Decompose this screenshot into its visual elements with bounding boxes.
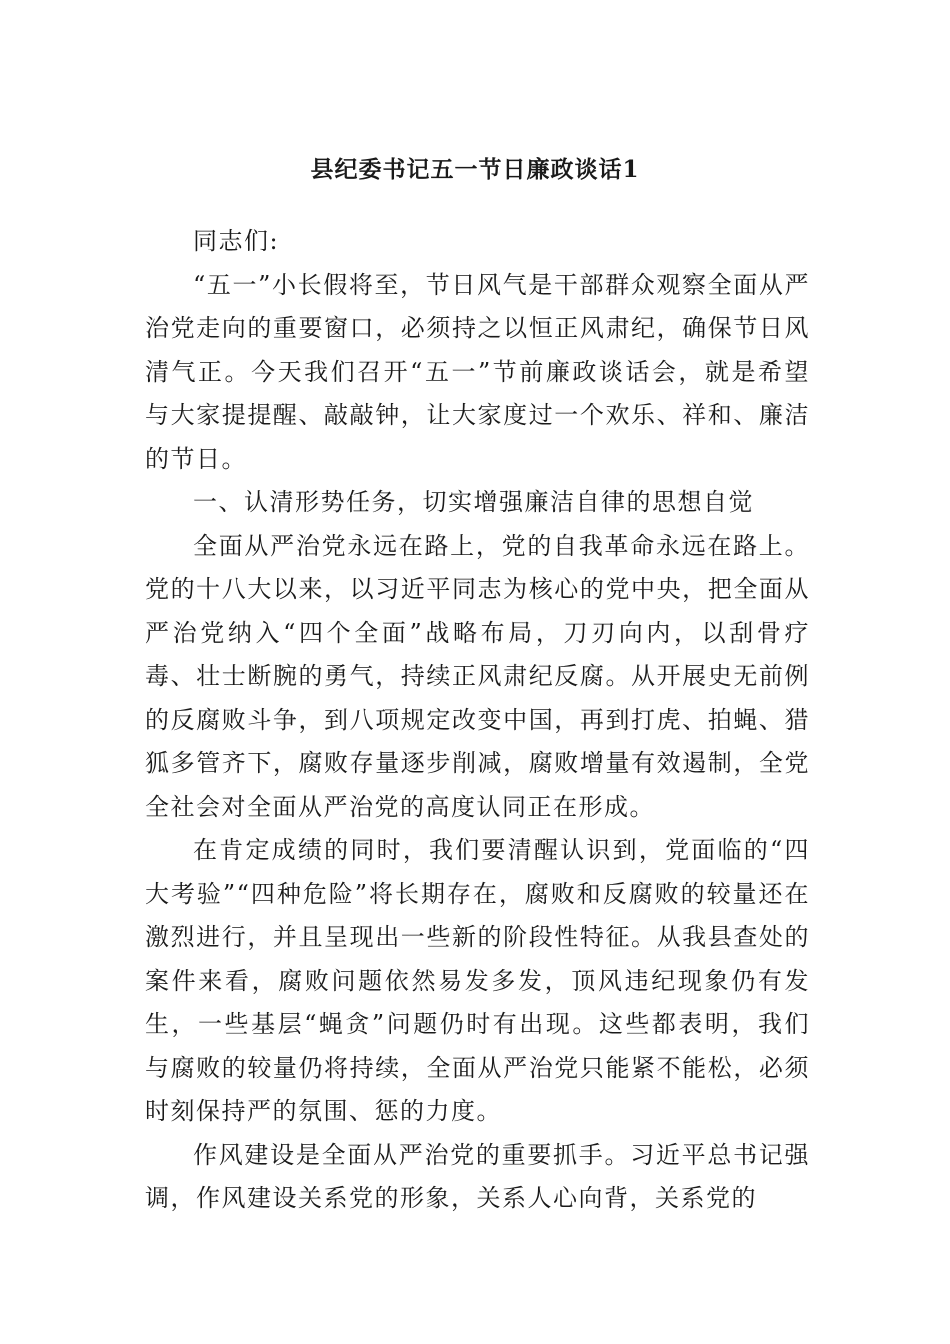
document-body <box>145 220 810 1221</box>
body-paragraph: 作风建设是全面从严治党的重要抓手。习近平总书记强调，作风建设关系党的形象，关系人心向背，关系党的 <box>145 1140 810 1212</box>
body-paragraph: 在肯定成绩的同时，我们要清醒认识到，党面临的“四大考验”“四种危险”将长期存在，腐败和反腐败的较量还在激烈进行，并且呈现出一些新的阶段性特征。从我县查处的案件来看，腐败问题依然易发多发，顶风违纪现象仍有发生，一些基层“蝇贪”问题仍时有出现。这些都表明，我们与腐败的较量仍将持续，全面从严治党只能紧不能松，必须时刻保持严的氛围、惩的力度。 <box>145 836 810 1125</box>
greeting-paragraph: 同志们: <box>193 227 280 255</box>
intro-paragraph: “五一”小长假将至，节日风气是干部群众观察全面从严治党走向的重要窗口，必须持之以恒正风肃纪，确保节日风清气正。今天我们召开“五一”节前廉政谈话会，就是希望与大家提提醒、敲敲钟，让大家度过一个欢乐、祥和、廉洁的节日。 <box>145 270 810 473</box>
document-title: 县纪委书记五一节日廉政谈话1 <box>310 156 640 183</box>
section-heading: 一、认清形势任务，切实增强廉洁自律的思想自觉 <box>193 488 754 516</box>
body-paragraph: 全面从严治党永远在路上，党的自我革命永远在路上。党的十八大以来，以习近平同志为核心的党中央，把全面从严治党纳入“四个全面”战略布局，刀刃向内，以刮骨疗毒、壮士断腕的勇气，持续正风肃纪反腐。从开展史无前例的反腐败斗争，到八项规定改变中国，再到打虎、拍蝇、猎狐多管齐下，腐败存量逐步削减，腐败增量有效遏制，全党全社会对全面从严治党的高度认同正在形成。 <box>145 531 810 821</box>
